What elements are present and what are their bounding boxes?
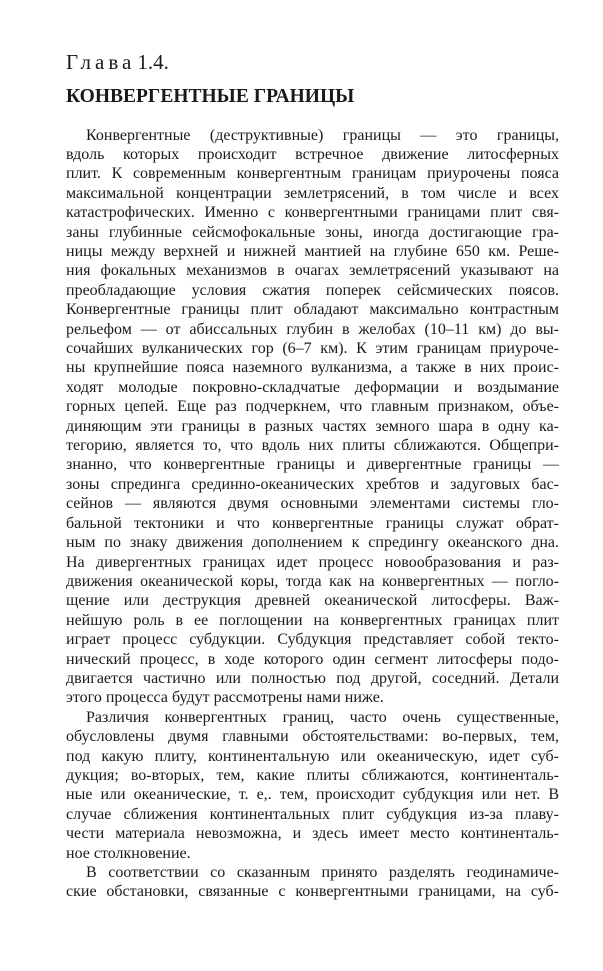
text-line: случае сближения континентальных плит субдукция из-за плаву- (66, 805, 559, 823)
text-line: чести материала невозможна, и здесь имеет место континенталь- (66, 825, 559, 843)
chapter-number: 1.4. (137, 50, 169, 74)
chapter-label (66, 50, 559, 75)
paragraph-2 (66, 708, 559, 863)
text-line: двигается частично или полностью под другой, соседний. Детали (66, 669, 559, 687)
text-line: На дивергентных границах идет процесс новообразования и раз- (66, 553, 559, 571)
text-line: бальной тектоники и что конвергентные границы служат обрат- (66, 514, 559, 532)
text-line: В соответствии со сказанным принято разделять геодинамиче- (86, 864, 559, 882)
text-line: ские обстановки, связанные с конвергентными границами, на суб- (66, 883, 559, 901)
paragraph-3 (66, 863, 559, 902)
paragraph-1 (66, 126, 559, 708)
text-line: ницы между верхней и нижней мантией на глубине 650 км. Реше- (66, 243, 559, 261)
text-line: максимальной концентрации землетрясений, в том числе и всех (66, 184, 559, 202)
text-line: щение или деструкция древней океанической литосферы. Важ- (66, 592, 559, 610)
text-line: Различия конвергентных границ, часто очень существенные, (86, 708, 559, 726)
text-line: движения океанической коры, тогда как на конвергентных — погло- (66, 572, 559, 590)
text-line: Конвергентные (деструктивные) границы — это границы, (86, 126, 559, 144)
text-line: нический процесс, в ходе которого один сегмент литосферы подо- (66, 650, 559, 668)
text-line: сейнов — являются двумя основными элементами системы гло- (66, 495, 559, 513)
text-line: обусловлены двумя главными обстоятельствами: во-первых, тем, (66, 728, 559, 746)
text-line: горных цепей. Еще раз подчеркнем, что главным признаком, объе- (66, 398, 559, 416)
text-line: вдоль которых происходит встречное движение литосферных (66, 145, 559, 163)
chapter-word: Глава (66, 50, 136, 74)
text-line: ное столкновение. (66, 844, 191, 862)
text-line: этого процесса будут рассмотрены нами ниже. (66, 689, 384, 707)
text-line: плит. К современным конвергентным границам приурочены пояса (66, 165, 559, 183)
text-line: рельефом — от абиссальных глубин в желобах (10–11 км) до вы- (66, 320, 559, 338)
text-line: ны крупнейшие пояса наземного вулканизма, а также в них проис- (66, 359, 559, 377)
text-line: сочайших вулканических гор (6–7 км). К этим границам приуроче- (66, 340, 559, 358)
text-line: знанно, что конвергентные границы и дивергентные границы — (66, 456, 559, 474)
text-line: зоны спрединга срединно-океанических хребтов и задуговых бас- (66, 475, 559, 493)
text-line: ным по знаку движения дополнением к спредингу океанского дна. (66, 534, 559, 552)
text-line: Конвергентные границы плит обладают максимально контрастным (66, 301, 559, 319)
text-line: нейшую роль в ее поглощении на конвергентных границах плит (66, 611, 559, 629)
text-line: ния фокальных механизмов в очагах землетрясений указывают на (66, 262, 559, 280)
text-line: играет процесс субдукции. Субдукция представляет собой текто- (66, 631, 559, 649)
chapter-title: КОНВЕРГЕНТНЫЕ ГРАНИЦЫ (66, 86, 355, 108)
text-line: катастрофических. Именно с конвергентными границами плит свя- (66, 204, 559, 222)
text-line: диняющим эти границы в разных частях земного шара в одну ка- (66, 417, 559, 435)
text-line: ходят молодые покровно-складчатые деформации и воздымание (66, 378, 559, 396)
text-line: под какую плиту, континентальную или океаническую, идет суб- (66, 747, 559, 765)
text-line: ные или океанические, т. е,. тем, происходит субдукция или нет. В (66, 786, 559, 804)
text-line: преобладающие условия сжатия поперек сейсмических поясов. (66, 281, 559, 299)
text-line: тегорию, является то, что вдоль них плиты сближаются. Общепри- (66, 437, 559, 455)
text-line: дукция; во-вторых, тем, какие плиты сближаются, континенталь- (66, 766, 559, 784)
text-line: заны глубинные сейсмофокальные зоны, иногда достигающие гра- (66, 223, 559, 241)
